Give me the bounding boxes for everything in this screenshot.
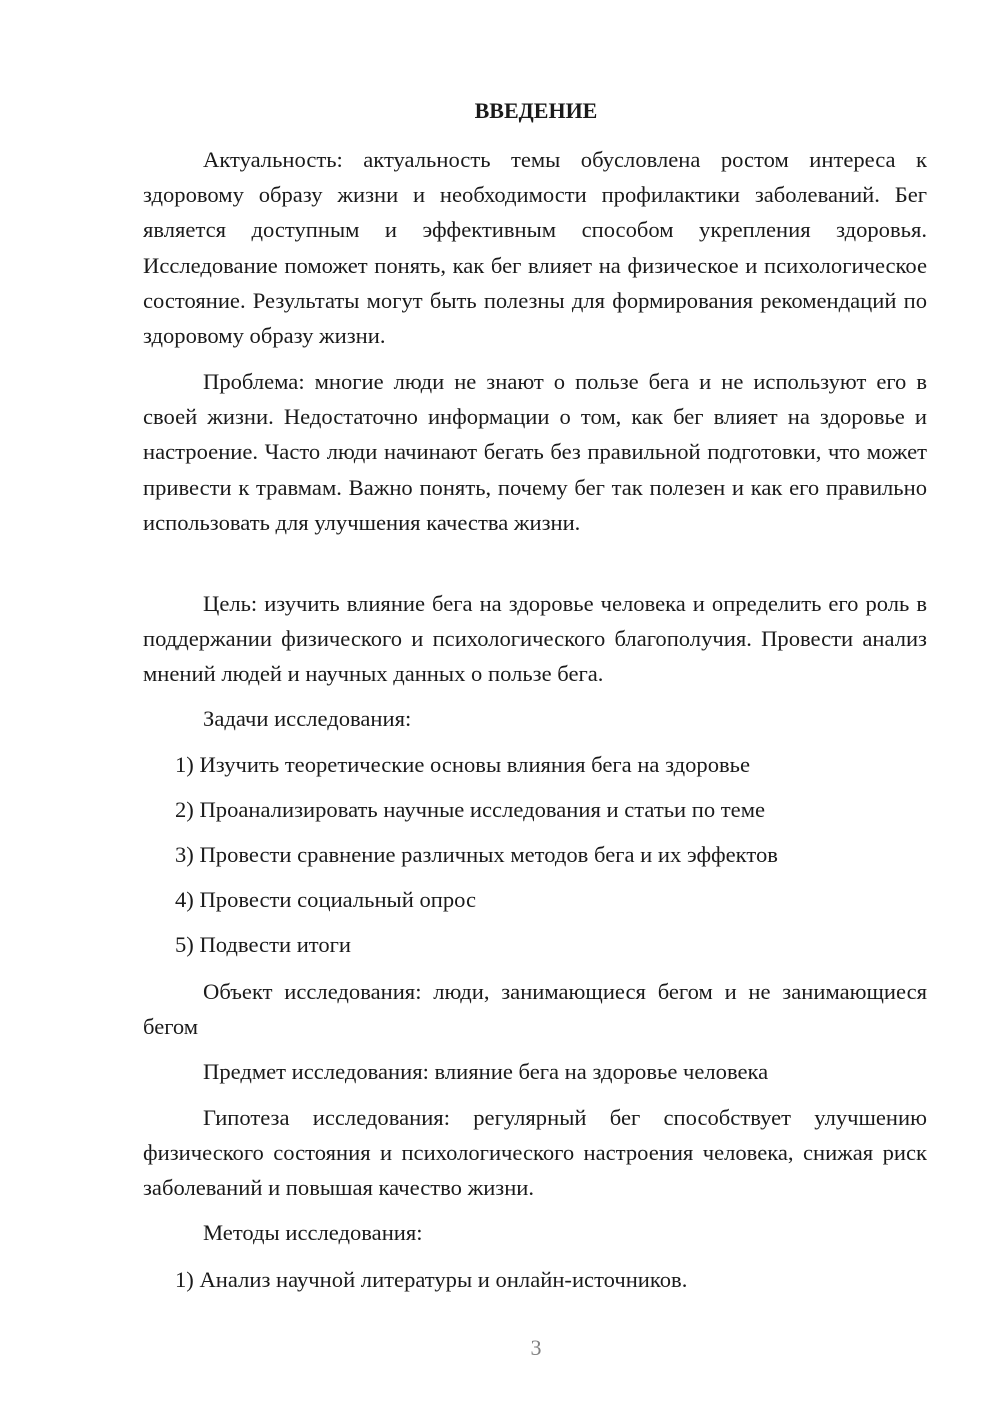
page-title: ВВЕДЕНИЕ [474,98,598,123]
method-item-1: 1) Анализ научной литературы и онлайн-источников. [175,1267,688,1292]
task-item-5: 5) Подвести итоги [175,932,352,957]
relevance-paragraph: Актуальность: актуальность темы обусловлена ростом интереса к здоровому образу жизни и необходимости профилактики заболеваний. Бег является доступным и эффективным способом укрепления здоровья. Исследование поможет понять, как бег влияет на физическое и психологическое состояние. Результаты могут быть полезны для формирования рекомендаций по здоровому образу жизни. [143,147,927,349]
page-number: 3 [530,1335,542,1360]
task-item-3: 3) Провести сравнение различных методов бега и их эффектов [175,842,778,867]
subject-paragraph: Предмет исследования: влияние бега на здоровье человека [203,1059,769,1084]
tasks-heading: Задачи исследования: [203,706,412,731]
hypothesis-paragraph: Гипотеза исследования: регулярный бег способствует улучшению физического состояния и психологического настроения человека, снижая риск заболеваний и повышая качество жизни. [143,1105,927,1201]
task-item-1: 1) Изучить теоретические основы влияния бега на здоровье [175,752,750,777]
object-paragraph: Объект исследования: люди, занимающиеся бегом и не занимающиеся бегом [143,979,927,1040]
problem-paragraph: Проблема: многие люди не знают о пользе бега и не используют его в своей жизни. Недостаточно информации о том, как бег влияет на здоровье и настроение. Часто люди начинают бегать без правильной подготовки, что может привести к травмам. Важно понять, почему бег так полезен и как его правильно использовать для улучшения качества жизни. [143,369,927,535]
methods-heading: Методы исследования: [203,1220,423,1245]
task-item-4: 4) Провести социальный опрос [175,887,477,912]
task-item-2: 2) Проанализировать научные исследования и статьи по теме [175,797,766,822]
goal-paragraph: Цель: изучить влияние бега на здоровье человека и определить его роль в поддержании физического и психологического благополучия. Провести анализ мнений людей и научных данных о пользе бега. [143,591,927,687]
